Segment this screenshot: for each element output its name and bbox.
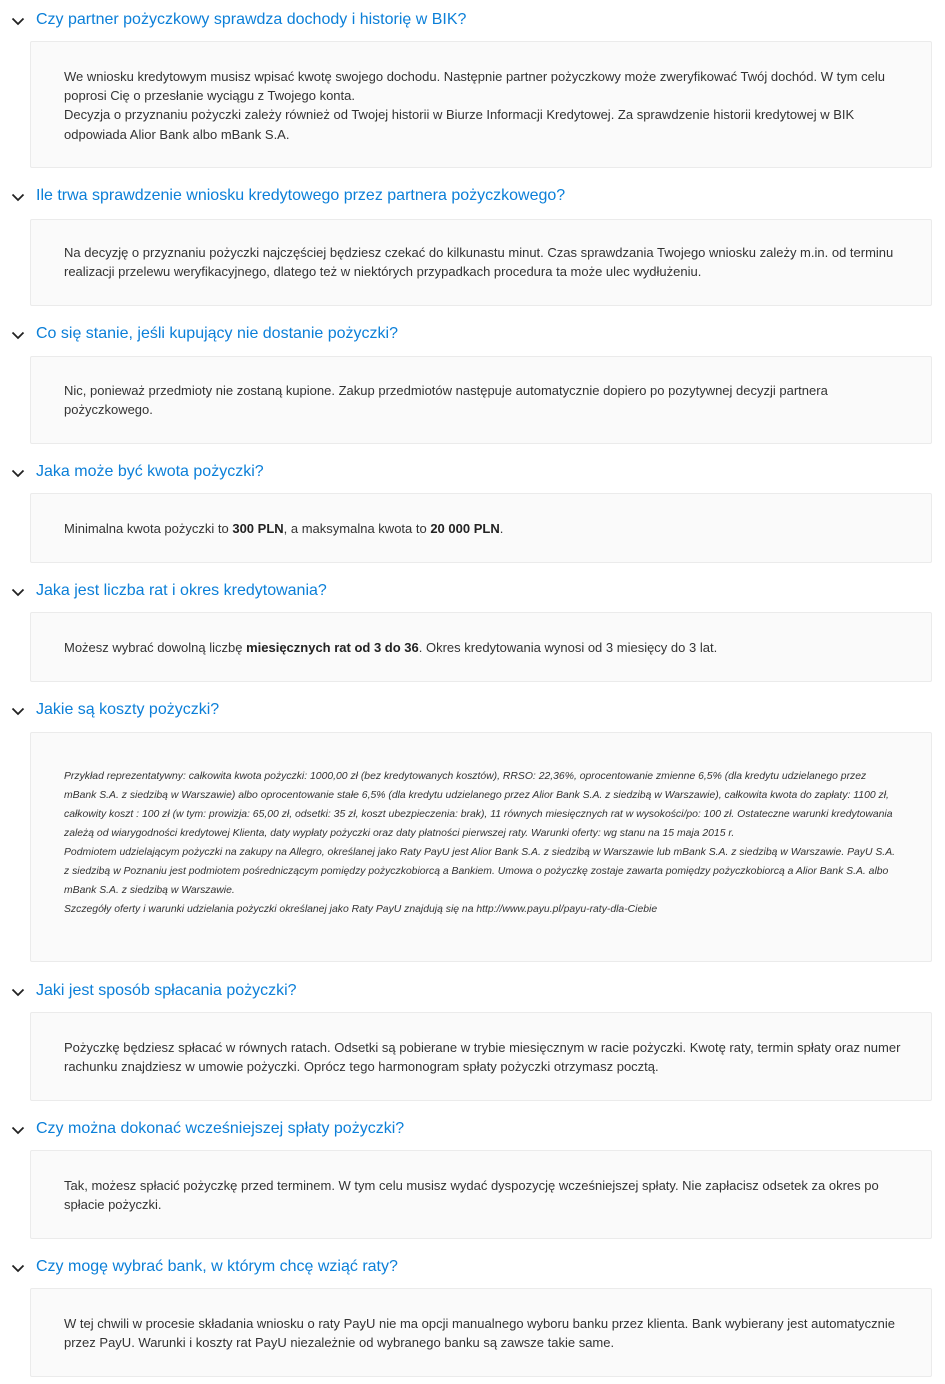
faq-answer-text: [64, 1176, 901, 1214]
answer-paragraph: Tak, możesz spłacić pożyczkę przed terminem. W tym celu musisz wydać dyspozycję wcześniejszej spłaty. Nie zapłacisz odsetek za okres po spłacie pożyczki.: [64, 1178, 879, 1213]
faq-question-text: Co się stanie, jeśli kupujący nie dostanie pożyczki?: [36, 325, 398, 342]
answer-paragraph: Możesz wybrać dowolną liczbę miesięcznych rat od 3 do 36. Okres kredytowania wynosi od 3 miesięcy do 3 lat.: [64, 640, 718, 655]
faq-question-text: Czy mogę wybrać bank, w którym chcę wziąć raty?: [36, 1258, 398, 1275]
answer-paragraph: Przykład reprezentatywny: całkowita kwota pożyczki: 1000,00 zł (bez kredytowanych kosztów), RRSO: 22,36%, oprocentowanie zmienne 6,5% (dla kredytu udzielanego przez mBank S.A. z siedzibą w Warszawie) albo oprocentowanie stałe 6,5% (dla kredytu udzielanego przez Alior Bank S.A. z siedzibą w Warszawie), całkowita kwota do zapłaty: 1100 zł, całkowity koszt : 100 zł (w tym: prowizja: 65,00 zł, odsetki: 35 zł, koszt ubezpieczenia: brak), 11 równych miesięcznych rat w wysokości/po: 100 zł. Ostateczne warunki kredytowania zależą od wiarygodności kredytowej Klienta, daty wypłaty pożyczki oraz daty płatności pierwszej raty. Warunki oferty: wg stanu na 15 maja 2015 r.: [64, 771, 893, 839]
faq-question-toggle[interactable]: [0, 578, 945, 608]
max-amount: 20 000 PLN: [430, 521, 500, 536]
chevron-down-icon: [9, 983, 27, 1001]
faq-answer: [30, 356, 932, 444]
installments-range: miesięcznych rat od 3 do 36: [246, 640, 419, 655]
faq-question-text: Ile trwa sprawdzenie wniosku kredytowego przez partnera pożyczkowego?: [36, 187, 566, 204]
faq-answer-text: [64, 767, 901, 919]
faq-question-text: Jakie są koszty pożyczki?: [36, 701, 220, 718]
faq-question-toggle[interactable]: [0, 1116, 945, 1146]
faq-answer: [30, 732, 932, 962]
chevron-down-icon: [9, 702, 27, 720]
answer-paragraph: Decyzja o przyznaniu pożyczki zależy również od Twojej historii w Biurze Informacji Kredytowej. Za sprawdzenie historii kredytowej w BIK odpowiada Alior Bank albo mBank S.A.: [64, 107, 855, 142]
faq-answer: [30, 41, 932, 168]
faq-answer: [30, 1288, 932, 1377]
chevron-down-icon: [9, 326, 27, 344]
faq-answer-text: [64, 519, 901, 538]
faq-question-toggle[interactable]: [0, 7, 945, 37]
answer-paragraph: We wniosku kredytowym musisz wpisać kwotę swojego dochodu. Następnie partner pożyczkowy może zweryfikować Twój dochód. W tym celu poprosi Cię o przesłanie wyciągu z Twojego konta.: [64, 69, 886, 104]
chevron-down-icon: [9, 583, 27, 601]
chevron-down-icon: [9, 1121, 27, 1139]
answer-paragraph: Na decyzję o przyznaniu pożyczki najczęściej będziesz czekać do kilkunastu minut. Czas sprawdzania Twojego wniosku zależy m.in. od terminu realizacji przelewu weryfikacyjnego, dlatego też w niektórych przypadkach procedura ta może ulec wydłużeniu.: [64, 245, 894, 280]
faq-answer: [30, 612, 932, 682]
chevron-down-icon: [9, 464, 27, 482]
answer-paragraph: Szczegóły oferty i warunki udzielania pożyczki określanej jako Raty PayU znajdują się na http://www.payu.pl/payu-raty-dla-Ciebie: [64, 904, 658, 915]
answer-paragraph: Podmiotem udzielającym pożyczki na zakupy na Allegro, określanej jako Raty PayU jest Alior Bank S.A. z siedzibą w Warszawie lub mBank S.A. z siedzibą w Warszawie. PayU S.A. z siedzibą w Poznaniu jest podmiotem pośredniczącym pomiędzy pożyczkobiorcą a Bankiem. Umowa o pożyczkę zostaje zawarta pomiędzy pożyczkobiorcą a Alior Bank S.A. albo mBank S.A. z siedzibą w Warszawie.: [64, 847, 896, 896]
faq-answer: [30, 1150, 932, 1239]
faq-answer: [30, 219, 932, 306]
faq-answer-text: [64, 638, 901, 657]
faq-question-toggle[interactable]: [0, 978, 945, 1008]
faq-question-toggle[interactable]: [0, 697, 945, 727]
faq-answer-text: [64, 67, 901, 144]
faq-question-text: Czy można dokonać wcześniejszej spłaty pożyczki?: [36, 1120, 405, 1137]
faq-answer: [30, 1012, 932, 1101]
faq-question-toggle[interactable]: [0, 183, 945, 213]
faq-answer: [30, 493, 932, 563]
min-amount: 300 PLN: [232, 521, 284, 536]
faq-question-toggle[interactable]: [0, 321, 945, 351]
faq-question-text: Jaki jest sposób spłacania pożyczki?: [36, 982, 297, 999]
answer-paragraph: Pożyczkę będziesz spłacać w równych ratach. Odsetki są pobierane w trybie miesięcznym w racie pożyczki. Kwotę raty, termin spłaty oraz numer rachunku znajdziesz w umowie pożyczki. Oprócz tego harmonogram spłaty pożyczki otrzymasz pocztą.: [64, 1040, 901, 1075]
faq-question-text: Jaka może być kwota pożyczki?: [36, 463, 264, 480]
answer-paragraph: Nic, ponieważ przedmioty nie zostaną kupione. Zakup przedmiotów następuje automatycznie dopiero po pozytywnej decyzji partnera pożyczkowego.: [64, 383, 828, 418]
faq-question-text: Czy partner pożyczkowy sprawdza dochody i historię w BIK?: [36, 11, 467, 28]
chevron-down-icon: [9, 12, 27, 30]
faq-question-toggle[interactable]: [0, 459, 945, 489]
chevron-down-icon: [9, 1259, 27, 1277]
faq-answer-text: [64, 1314, 901, 1352]
faq-answer-text: [64, 1038, 901, 1076]
faq-question-text: Jaka jest liczba rat i okres kredytowania?: [36, 582, 327, 599]
faq-answer-text: [64, 381, 901, 419]
chevron-down-icon: [9, 188, 27, 206]
answer-paragraph: Minimalna kwota pożyczki to 300 PLN, a maksymalna kwota to 20 000 PLN.: [64, 521, 504, 536]
faq-question-toggle[interactable]: [0, 1254, 945, 1284]
faq-answer-text: [64, 243, 901, 281]
answer-paragraph: W tej chwili w procesie składania wniosku o raty PayU nie ma opcji manualnego wyboru banku przez klienta. Bank wybierany jest automatycznie przez PayU. Warunki i koszty rat PayU niezależnie od wybranego banku są zawsze takie same.: [64, 1316, 895, 1351]
